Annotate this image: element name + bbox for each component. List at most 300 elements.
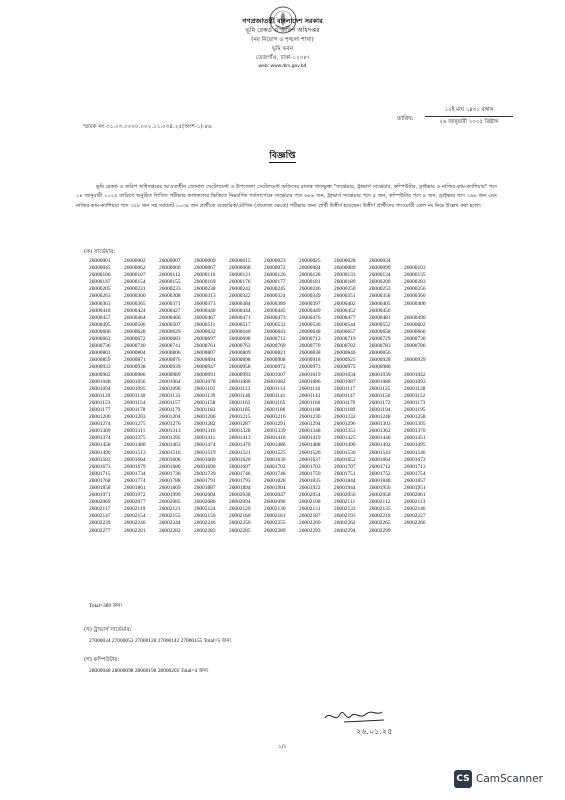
roll-number: 26001200: [89, 414, 111, 421]
roll-row: [89, 499, 509, 506]
roll-number: 26000397: [299, 300, 321, 307]
roll-number: 26002135: [369, 506, 391, 513]
roll-number: 26001313: [159, 428, 181, 435]
roll-number: 26000511: [194, 321, 216, 328]
roll-number: 26001194: [369, 406, 391, 413]
roll-number: 26001440: [369, 435, 391, 442]
roll-number: 26000989: [159, 371, 181, 378]
roll-number: 26001179: [159, 406, 181, 413]
roll-number: 26000256: [404, 286, 426, 293]
roll-number: 26001154: [124, 399, 146, 406]
roll-number: 26002129: [229, 506, 251, 513]
roll-number: 26000363: [89, 300, 111, 307]
roll-number: 26000002: [124, 258, 146, 264]
roll-number: 26001971: [89, 492, 111, 499]
roll-number: 26001007: [264, 371, 286, 378]
roll-row: [89, 315, 509, 322]
roll-number: 26001204: [159, 414, 181, 421]
roll-number: 26001474: [194, 442, 216, 449]
section-computer-label: (গ) কম্পিউটার:: [84, 657, 120, 663]
roll-number: 26002282: [159, 527, 181, 534]
roll-number: 26002281: [124, 527, 146, 534]
roll-number: 26001113: [229, 385, 251, 392]
roll-number: 26001019: [299, 371, 321, 378]
roll-number: 26000986: [124, 371, 146, 378]
roll-number: 26000908: [264, 357, 286, 364]
roll-number: 26001526: [299, 449, 321, 456]
roll-number: 26001101: [194, 385, 216, 392]
roll-number: 26001139: [194, 392, 216, 399]
roll-number: 26000898: [229, 357, 251, 364]
roll-number: 26000062: [124, 265, 146, 272]
roll-number: 26002047: [264, 492, 286, 499]
roll-number: 26001828: [264, 477, 286, 484]
date-label: তারিখ:: [397, 116, 414, 122]
roll-number: 26000452: [334, 307, 356, 314]
notice-title: [0, 148, 565, 163]
roll-number: 26001216: [264, 414, 286, 421]
roll-number: 26000473: [264, 314, 286, 321]
roll-number: 26001309: [89, 428, 111, 435]
roll-number: 26001328: [229, 428, 251, 435]
roll-number: 26001536: [334, 449, 356, 456]
roll-number: 26001495: [404, 442, 426, 449]
roll-number: 26000135: [404, 272, 426, 279]
roll-row: [89, 421, 509, 428]
roll-row: [89, 308, 509, 315]
roll-number: 26001042: [404, 371, 426, 378]
roll-number: 26000846: [334, 350, 356, 357]
roll-number: 26000632: [194, 328, 216, 335]
roll-number: 26000373: [194, 300, 216, 307]
roll-number: 26002117: [89, 506, 111, 513]
roll-number: 26001848: [369, 477, 391, 484]
roll-number: 26001141: [264, 392, 286, 399]
roll-number: 26001056: [124, 378, 146, 385]
roll-number: 26000643: [264, 328, 286, 335]
roll-number: 26000602: [404, 321, 426, 328]
roll-number: 26000993: [229, 371, 251, 378]
roll-number: 26000154: [124, 279, 146, 286]
surveyor-total: Total=389 জন।: [89, 603, 123, 609]
roll-number: 26002156: [194, 513, 216, 520]
roll-number: 26000424: [124, 307, 146, 314]
roll-number: 26001353: [334, 428, 356, 435]
roll-number: 26000532: [264, 321, 286, 328]
roll-number: 26001117: [334, 385, 356, 392]
roll-number: 26000406: [404, 300, 426, 307]
roll-row: [89, 329, 509, 336]
roll-number: 26000476: [299, 314, 321, 321]
roll-number: 26001374: [89, 435, 111, 442]
roll-number: 26001311: [124, 428, 146, 435]
roll-number: 26001788: [159, 477, 181, 484]
roll-number: 26002255: [264, 520, 286, 527]
roll-number: 26002161: [264, 513, 286, 520]
roll-number: 26000663: [89, 336, 111, 343]
roll-number: 26000683: [159, 336, 181, 343]
roll-number: 26002058: [369, 492, 391, 499]
roll-number: 26000189: [334, 279, 356, 286]
roll-number: 26002085: [159, 499, 181, 506]
roll-number: 26001488: [299, 442, 321, 449]
roll-number: 26002266: [404, 520, 426, 527]
roll-number: 26001630: [264, 456, 286, 463]
roll-number: 26000783: [369, 343, 391, 350]
roll-number: 26000116: [194, 272, 216, 279]
roll-number: 26000658: [369, 328, 391, 335]
roll-number: 26001951: [404, 485, 426, 491]
roll-number: 26001413: [229, 435, 251, 442]
roll-row: [89, 386, 509, 393]
roll-number: 26001702: [264, 463, 286, 470]
roll-number: 26001178: [124, 406, 146, 413]
roll-number: 26002244: [159, 520, 181, 527]
roll-row: [89, 293, 509, 300]
roll-row: [89, 322, 509, 329]
roll-number: 26001609: [194, 456, 216, 463]
roll-number: 26002094: [229, 499, 251, 506]
roll-row: [89, 414, 509, 421]
roll-number: 26001748: [264, 470, 286, 477]
roll-number: 26002113: [404, 499, 426, 506]
roll-number: 26000128: [299, 272, 321, 279]
roll-number: 26001147: [334, 392, 356, 399]
roll-number: 26000103: [404, 265, 426, 272]
roll-number: 26001080: [229, 378, 251, 385]
roll-number: 26001751: [334, 470, 356, 477]
roll-number: 26001713: [404, 463, 426, 470]
roll-number: 26000106: [89, 272, 111, 279]
roll-row: [89, 364, 509, 371]
roll-number: 26001496: [89, 449, 111, 456]
roll-number: 26001418: [264, 435, 286, 442]
roll-number: 26000495: [89, 321, 111, 328]
roll-number: 26000045: [89, 265, 111, 272]
roll-number: 26000405: [369, 300, 391, 307]
roll-number: 26001999: [159, 492, 181, 499]
roll-number: 26001294: [299, 421, 321, 428]
roll-number: 26000806: [159, 350, 181, 357]
roll-number: 26001904: [264, 485, 286, 491]
roll-number: 26000389: [264, 300, 286, 307]
roll-number: 26001463: [159, 442, 181, 449]
roll-number: 26000517: [229, 321, 251, 328]
roll-number: 26000007: [159, 258, 181, 264]
roll-number: 26002227: [404, 513, 426, 520]
roll-number: 26001157: [159, 399, 181, 406]
section-traverse-label: (খ) ট্রাভার্স সার্ভেয়ার:: [84, 627, 132, 633]
roll-number: 26000672: [124, 336, 146, 343]
roll-number: 26001521: [229, 449, 251, 456]
roll-number: 26001950: [369, 485, 391, 491]
roll-number: 26000349: [299, 293, 321, 300]
roll-number: 26001752: [369, 470, 391, 477]
roll-row: [89, 471, 509, 478]
roll-number: 26001791: [194, 477, 216, 484]
roll-number: 26001858: [89, 485, 111, 491]
roll-number: 26000418: [89, 307, 111, 314]
roll-number: 26000015: [229, 258, 251, 264]
roll-number: 26000871: [124, 357, 146, 364]
roll-number: 26000231: [124, 286, 146, 293]
roll-number: 26001835: [299, 477, 321, 484]
notice-title-text: বিজ্ঞপ্তি: [269, 151, 296, 161]
roll-row: [89, 450, 509, 457]
roll-number: 26001525: [264, 449, 286, 456]
roll-number: 26000698: [229, 336, 251, 343]
roll-number: 26000245: [264, 286, 286, 293]
roll-number: 26002096: [264, 499, 286, 506]
roll-number: 26001362: [369, 428, 391, 435]
roll-number: 26000313: [194, 293, 216, 300]
surveyor-roll-grid: [89, 258, 509, 535]
roll-number: 26000001: [89, 258, 111, 264]
roll-number: 26000856: [369, 350, 391, 357]
roll-number: 26001125: [369, 385, 391, 392]
roll-number: 26001282: [194, 421, 216, 428]
roll-number: 26001133: [159, 392, 181, 399]
roll-number: 26001679: [124, 463, 146, 470]
roll-number: 26001348: [299, 428, 321, 435]
roll-number: 26001215: [229, 414, 251, 421]
roll-row: [89, 265, 509, 272]
roll-number: 26002038: [229, 492, 251, 499]
roll-number: 26001183: [194, 406, 216, 413]
roll-number: 26001274: [89, 421, 111, 428]
roll-number: 26001093: [404, 378, 426, 385]
roll-number: 26000769: [264, 343, 286, 350]
roll-number: 26000147: [89, 279, 111, 286]
roll-number: 26001715: [89, 470, 111, 477]
roll-number: 26000205: [89, 286, 111, 293]
roll-number: 26002108: [299, 499, 321, 506]
roll-number: 26000972: [264, 364, 286, 371]
roll-number: 26000741: [159, 343, 181, 350]
roll-number: 26000975: [334, 364, 356, 371]
roll-number: 26002239: [89, 520, 111, 527]
roll-number: 26001768: [89, 477, 111, 484]
roll-number: 26002293: [299, 527, 321, 534]
roll-number: 26001087: [334, 378, 356, 385]
memo-number: স্মারক নং ৩১.০৩.০০০০.০০২.১১.০৩৪.২৫(অংশ-১)-৮৬: [83, 124, 212, 130]
roll-number: 26002069: [89, 499, 111, 506]
roll-row: [89, 492, 509, 499]
roll-number: 26000066: [159, 265, 181, 272]
roll-number: 26002265: [369, 520, 391, 527]
roll-number: 26002285: [229, 527, 251, 534]
roll-number: 26000804: [124, 350, 146, 357]
roll-number: 26001048: [89, 378, 111, 385]
roll-number: 26000761: [194, 343, 216, 350]
roll-number: 26001419: [299, 435, 321, 442]
roll-number: 26000023: [264, 258, 286, 264]
roll-number: 26002277: [89, 527, 111, 534]
roll-number: 26001158: [194, 399, 216, 406]
roll-number: 26001750: [299, 470, 321, 477]
roll-number: 26001034: [334, 371, 356, 378]
roll-number: 26001894: [229, 485, 251, 491]
roll-number: 26001339: [264, 428, 286, 435]
roll-number: 26001088: [369, 378, 391, 385]
roll-number: 26000736: [89, 343, 111, 350]
roll-number: 26000859: [89, 357, 111, 364]
camscanner-logo-icon: CS: [454, 770, 472, 788]
roll-number: 26001140: [229, 392, 251, 399]
roll-number: 26002160: [229, 513, 251, 520]
roll-number: 26000371: [159, 300, 181, 307]
roll-number: 26000009: [194, 258, 216, 264]
roll-number: 26002130: [264, 506, 286, 513]
roll-number: 26001248: [369, 414, 391, 421]
roll-number: 26000203: [404, 279, 426, 286]
roll-number: 26000467: [194, 314, 216, 321]
roll-row: [89, 379, 509, 386]
roll-number: 26001944: [334, 485, 356, 491]
roll-number: 26000427: [159, 307, 181, 314]
roll-number: 26001173: [404, 399, 426, 406]
roll-number: 26001082: [264, 378, 286, 385]
roll-number: 26000402: [334, 300, 356, 307]
roll-number: 26001094: [89, 385, 111, 392]
roll-number: 26001608: [159, 456, 181, 463]
roll-number: 26000456: [369, 307, 391, 314]
roll-number: 26000918: [299, 357, 321, 364]
roll-number: 26000490: [404, 314, 426, 321]
roll-number: 26001746: [229, 470, 251, 477]
camscanner-label: CamScanner: [476, 773, 543, 785]
roll-number: 26001152: [404, 392, 426, 399]
roll-number: 26001861: [124, 485, 146, 491]
roll-number: 26001166: [299, 399, 321, 406]
roll-number: 26000134: [369, 272, 391, 279]
roll-number: 26000809: [229, 350, 251, 357]
roll-number: 26001519: [194, 449, 216, 456]
roll-row: [89, 513, 509, 520]
roll-number: 26000034: [369, 258, 391, 264]
roll-number: 26000770: [299, 343, 321, 350]
roll-number: 26002054: [299, 492, 321, 499]
roll-number: 26001583: [89, 456, 111, 463]
roll-number: 26002260: [299, 520, 321, 527]
page-number: ১/১: [278, 744, 287, 750]
roll-row: [89, 400, 509, 407]
header-government: গণপ্রজাতন্ত্রী বাংলাদেশ সরকার: [242, 17, 323, 25]
roll-number: 26000740: [124, 343, 146, 350]
roll-number: 26001203: [124, 414, 146, 421]
header-building: ভূমি ভবন: [271, 46, 294, 52]
roll-number: 26001451: [404, 435, 426, 442]
roll-number: 26002111: [334, 499, 356, 506]
roll-row: [89, 393, 509, 400]
roll-row: [89, 407, 509, 414]
roll-number: 26000384: [229, 300, 251, 307]
roll-number: 26000697: [194, 336, 216, 343]
roll-number: 26002147: [89, 513, 111, 520]
date-english: ২৬ জানুয়ারী ২০২৫ খ্রিষ্টাব্দ: [439, 119, 499, 125]
date-divider: [425, 116, 513, 117]
roll-row: [89, 428, 509, 435]
roll-number: 26001096: [159, 385, 181, 392]
roll-number: 26000606: [89, 328, 111, 335]
roll-number: 26002154: [124, 513, 146, 520]
roll-number: 26000263: [89, 293, 111, 300]
roll-number: 26002146: [404, 506, 426, 513]
roll-number: 26000628: [124, 328, 146, 335]
roll-number: 26001305: [404, 421, 426, 428]
roll-number: 26000360: [404, 293, 426, 300]
section-surveyor-label: (ক) সার্ভেয়ার:: [84, 249, 116, 255]
roll-number: 26000938: [124, 364, 146, 371]
roll-number: 26001707: [334, 463, 356, 470]
roll-number: 26000991: [194, 371, 216, 378]
roll-number: 26000982: [89, 371, 111, 378]
roll-number: 26000028: [334, 258, 356, 264]
roll-number: 26000464: [124, 314, 146, 321]
roll-number: 26000660: [404, 328, 426, 335]
roll-number: 26000107: [124, 272, 146, 279]
roll-row: [89, 457, 509, 464]
roll-row: [89, 435, 509, 442]
roll-number: 26000242: [229, 286, 251, 293]
roll-number: 26000729: [369, 336, 391, 343]
roll-number: 26000782: [334, 343, 356, 350]
roll-number: 26001114: [264, 385, 286, 392]
roll-number: 26000838: [299, 350, 321, 357]
roll-number: 26001479: [229, 442, 251, 449]
roll-number: 26000200: [369, 279, 391, 286]
roll-number: 26001370: [404, 428, 426, 435]
roll-number: 26001774: [124, 477, 146, 484]
roll-number: 26000099: [369, 265, 391, 272]
roll-number: 26000929: [404, 357, 426, 364]
roll-number: 26002240: [124, 520, 146, 527]
roll-number: 26000801: [89, 350, 111, 357]
roll-number: 26002131: [299, 506, 321, 513]
roll-number: 26001395: [159, 435, 181, 442]
roll-number: 26001143: [299, 392, 321, 399]
roll-number: 26000713: [299, 336, 321, 343]
roll-row: [89, 506, 509, 513]
roll-number: 26000176: [229, 279, 251, 286]
roll-number: 26001411: [194, 435, 216, 442]
roll-number: 26002289: [264, 527, 286, 534]
roll-number: 26001604: [124, 456, 146, 463]
roll-number: 26001230: [299, 414, 321, 421]
roll-number: 26000250: [334, 286, 356, 293]
roll-number: 26000876: [159, 357, 181, 364]
roll-number: 26001186: [264, 406, 286, 413]
roll-number: 26000253: [369, 286, 391, 293]
roll-number: 26000466: [159, 314, 181, 321]
roll-number: 26000025: [299, 258, 321, 264]
roll-number: 26002187: [299, 513, 321, 520]
roll-number: 26000084: [299, 265, 321, 272]
roll-number: 26000133: [334, 272, 356, 279]
roll-number: 26001195: [404, 406, 426, 413]
roll-number: 26001188: [299, 406, 321, 413]
roll-number: 26000112: [159, 272, 181, 279]
roll-number: 26000648: [299, 328, 321, 335]
roll-number: 26002250: [229, 520, 251, 527]
roll-number: 26000958: [229, 364, 251, 371]
roll-number: 26000300: [124, 293, 146, 300]
roll-number: 26000552: [369, 321, 391, 328]
roll-number: 26001690: [194, 463, 216, 470]
roll-row: [89, 279, 509, 286]
roll-row: [89, 520, 509, 527]
roll-number: 26000894: [194, 357, 216, 364]
